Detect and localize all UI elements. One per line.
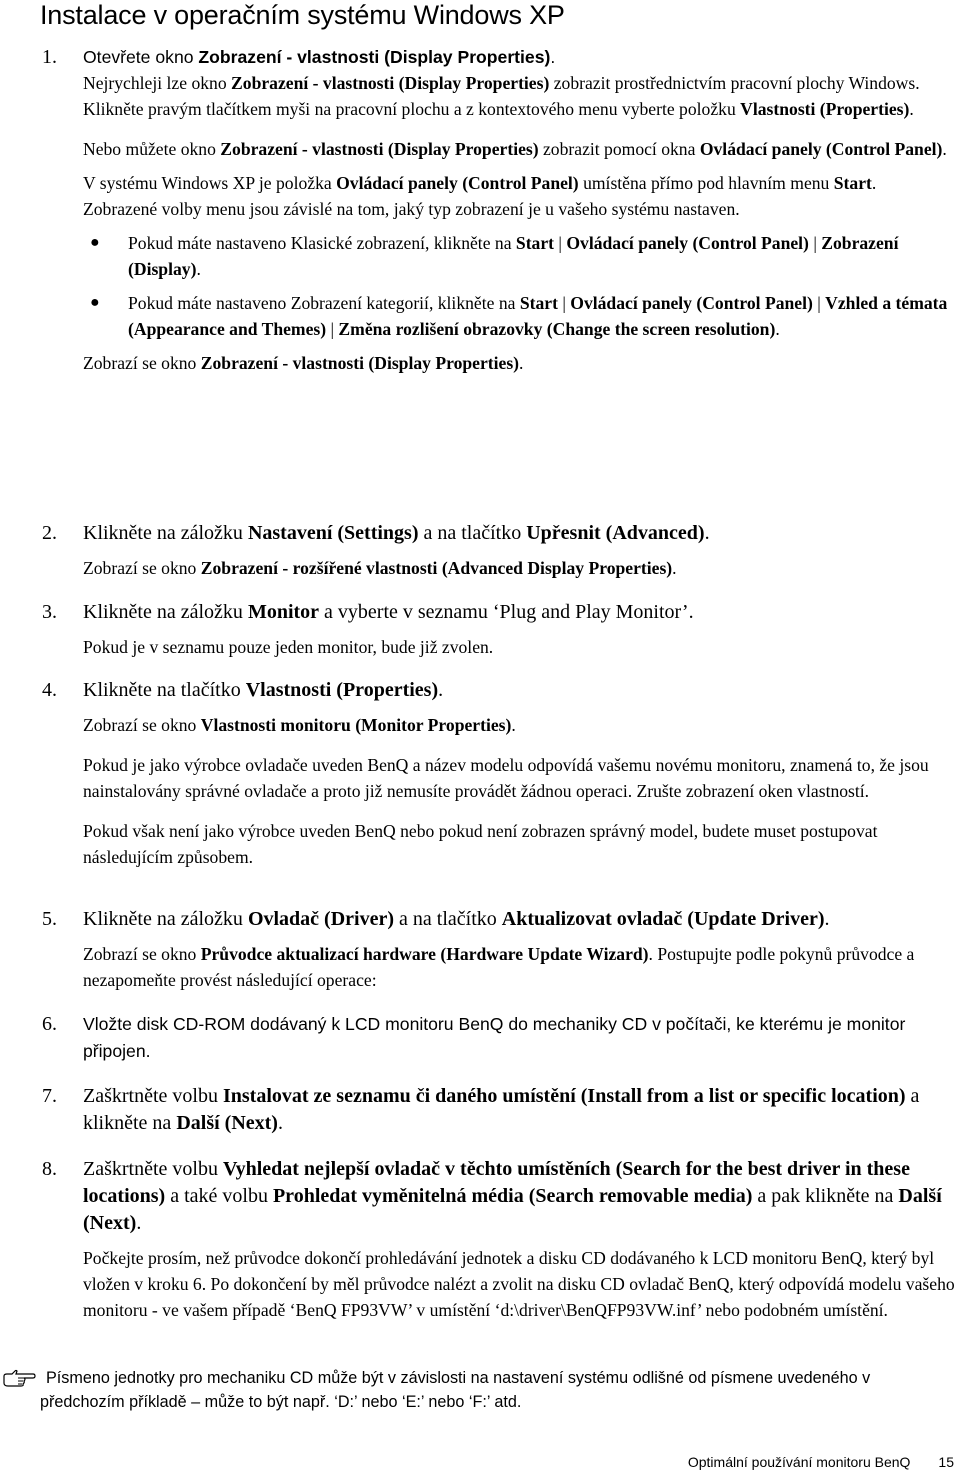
list-item: ● Pokud máte nastaveno Klasické zobrazení, klikněte na Start | Ovládací panely (Control Panel) | Zobrazení (Display). xyxy=(83,230,958,282)
bullet-list xyxy=(83,230,958,342)
paragraph: Zobrazené volby menu jsou závislé na tom, jaký typ zobrazení je u vašeho systému nastaven. xyxy=(83,199,740,219)
step-heading: Klikněte na záložku Ovladač (Driver) a na tlačítko Aktualizovat ovladač (Update Driver). xyxy=(83,908,830,930)
step-number: 3. xyxy=(42,601,57,623)
step-heading: Zaškrtněte volbu Instalovat ze seznamu či daného umístění (Install from a list or specific location) a klikněte na Další (Next). xyxy=(83,1085,920,1134)
step-number: 6. xyxy=(42,1013,57,1035)
paragraph: Pokud je jako výrobce ovladače uveden BenQ a název modelu odpovídá vašemu novému monitoru, znamená to, že jsou nainstalovány správné ovladače a proto již nemusíte provádět žádnou operaci. Zrušte zobrazení oken vlastností. xyxy=(83,755,929,801)
step-5 xyxy=(42,906,958,993)
paragraph: Nebo můžete okno Zobrazení - vlastnosti (Display Properties) zobrazit pomocí okna Ovládací panely (Control Panel). xyxy=(83,139,947,159)
step-6 xyxy=(42,1011,958,1065)
step-number: 1. xyxy=(42,46,57,68)
paragraph: Zobrazí se okno Průvodce aktualizací hardware (Hardware Update Wizard). Postupujte podle pokynů průvodce a nezapomeňte provést následující operace: xyxy=(83,944,915,990)
step-heading: Otevřete okno Zobrazení - vlastnosti (Display Properties). xyxy=(83,47,556,67)
list-item: ● Pokud máte nastaveno Zobrazení kategorií, klikněte na Start | Ovládací panely (Control Panel) | Vzhled a témata (Appearance and Themes) | Změna rozlišení obrazovky (Change the screen resolution). xyxy=(83,290,958,342)
step-number: 5. xyxy=(42,908,57,930)
step-number: 8. xyxy=(42,1158,57,1180)
paragraph: Klikněte pravým tlačítkem myši na pracovní plochu a z kontextového menu vyberte položku Vlastnosti (Properties). xyxy=(83,99,914,119)
step-heading: Klikněte na záložku Monitor a vyberte v seznamu ‘Plug and Play Monitor’. xyxy=(83,601,694,623)
paragraph: Nejrychleji lze okno Zobrazení - vlastnosti (Display Properties) zobrazit prostřednictvím pracovní plochy Windows. xyxy=(83,73,920,93)
paragraph: Počkejte prosím, než průvodce dokončí prohledávání jednotek a disku CD dodávaného k LCD monitoru BenQ, který byl vložen v kroku 6. Po dokončení by měl průvodce nalézt a zvolit na disku CD ovladač BenQ, který odpovídá modelu vašeho monitoru - ve vašem případě ‘BenQ FP93VW’ v umístění ‘d:\driver\BenQFP93VW.inf’ nebo podobném umístění. xyxy=(83,1248,955,1320)
page-title: Instalace v operačním systému Windows XP xyxy=(40,0,565,30)
bullet-icon: ● xyxy=(90,294,100,311)
note xyxy=(0,1366,930,1414)
paragraph: Zobrazí se okno Zobrazení - rozšířené vlastnosti (Advanced Display Properties). xyxy=(83,558,677,578)
paragraph: Pokud však není jako výrobce uveden BenQ nebo pokud není zobrazen správný model, budete muset postupovat následujícím způsobem. xyxy=(83,821,878,867)
page-number: 15 xyxy=(938,1454,954,1470)
step-heading: Zaškrtněte volbu Vyhledat nejlepší ovladač v těchto umístěních (Search for the best driver in these locations) a také volbu Prohledat vyměnitelná média (Search removable media) a pak klikněte na Další (Next). xyxy=(83,1158,942,1234)
bullet-icon: ● xyxy=(90,234,100,251)
note-text: Písmeno jednotky pro mechaniku CD může být v závislosti na nastavení systému odlišné od písmene uvedeného v předchozím příkladě – může to být např. ‘D:’ nebo ‘E:’ nebo ‘F:’ atd. xyxy=(40,1369,871,1411)
paragraph: Pokud je v seznamu pouze jeden monitor, bude již zvolen. xyxy=(83,637,494,657)
step-number: 2. xyxy=(42,522,57,544)
pointing-hand-icon xyxy=(2,1368,36,1388)
step-3 xyxy=(42,599,958,660)
step-number: 7. xyxy=(42,1085,57,1107)
step-number: 4. xyxy=(42,679,57,701)
step-heading: Klikněte na záložku Nastavení (Settings) a na tlačítko Upřesnit (Advanced). xyxy=(83,522,710,544)
page-footer xyxy=(688,1453,954,1471)
step-7 xyxy=(42,1083,958,1137)
paragraph: Zobrazí se okno Vlastnosti monitoru (Monitor Properties). xyxy=(83,715,516,735)
footer-text: Optimální používání monitoru BenQ xyxy=(687,1454,911,1470)
paragraph: V systému Windows XP je položka Ovládací panely (Control Panel) umístěna přímo pod hlavním menu Start. xyxy=(83,173,877,193)
step-1 xyxy=(42,44,958,376)
step-4 xyxy=(42,677,958,870)
step-heading: Vložte disk CD-ROM dodávaný k LCD monitoru BenQ do mechaniky CD v počítači, ke kterému je monitor připojen. xyxy=(83,1014,906,1061)
step-heading: Klikněte na tlačítko Vlastnosti (Properties). xyxy=(83,679,444,701)
step-2 xyxy=(42,520,958,581)
step-8 xyxy=(42,1156,958,1323)
paragraph: Zobrazí se okno Zobrazení - vlastnosti (Display Properties). xyxy=(83,353,524,373)
